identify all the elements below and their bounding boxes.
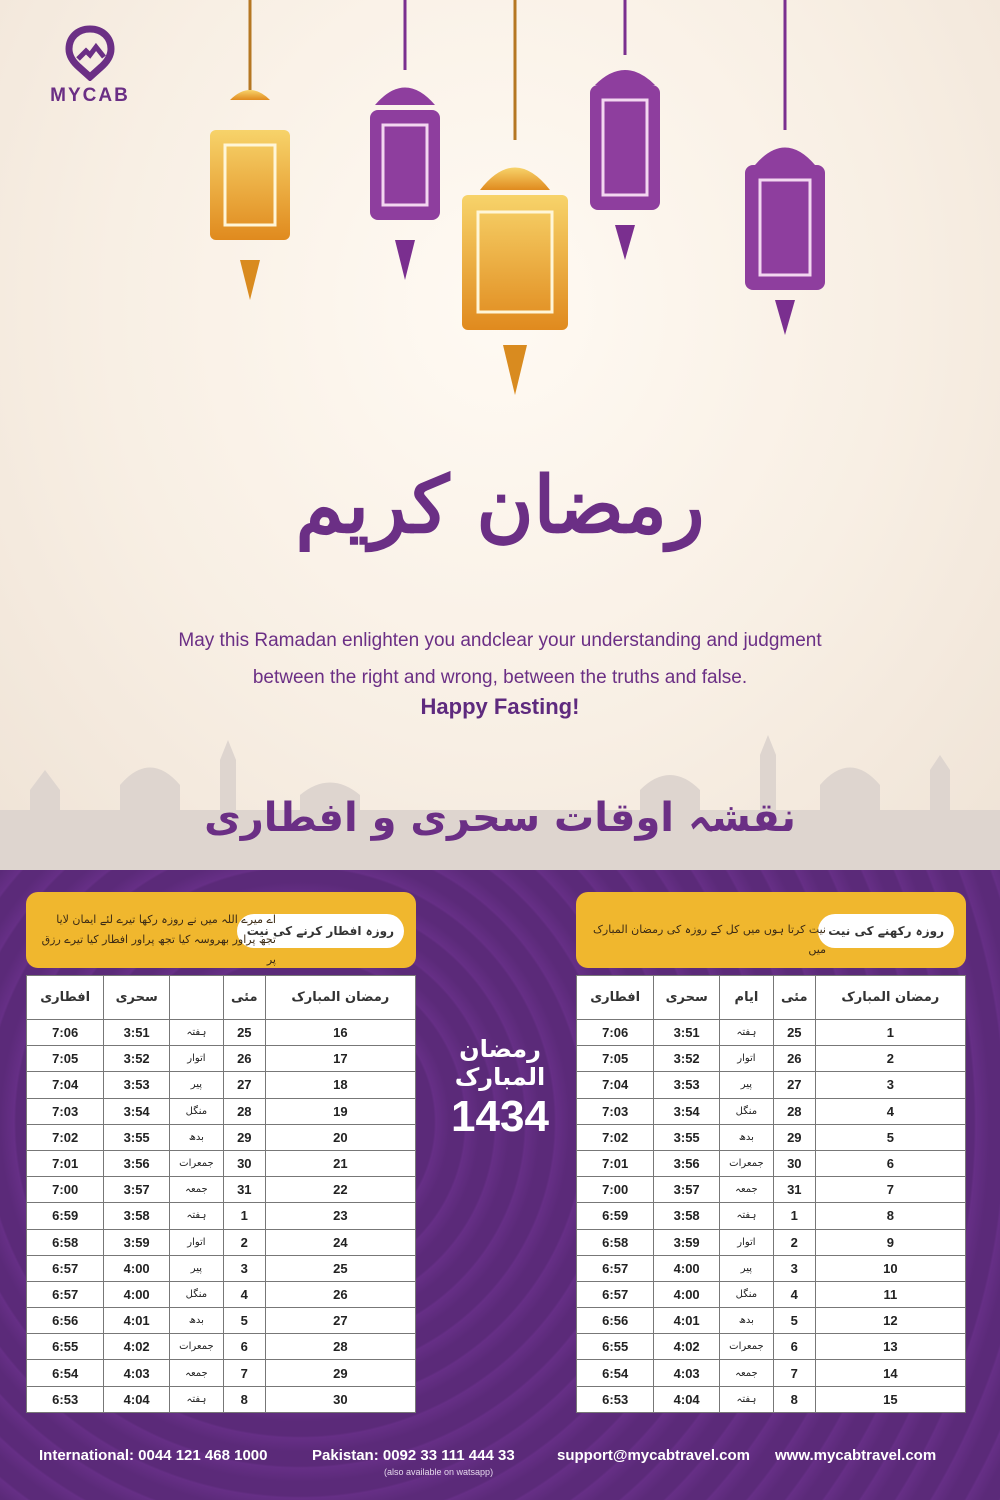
ramadan-day: 14 (815, 1360, 965, 1386)
ramadan-day: 5 (815, 1124, 965, 1150)
iftar-panel (26, 892, 416, 1413)
sehri-time: 3:53 (104, 1072, 170, 1098)
iftar-time: 6:57 (27, 1281, 104, 1307)
sehri-time: 4:00 (654, 1255, 720, 1281)
may-date: 7 (773, 1360, 815, 1386)
may-date: 30 (223, 1150, 265, 1176)
weekday: ہفتہ (169, 1020, 223, 1046)
ramadan-day-header: رمضان المبارک (815, 976, 965, 1020)
weekday: اتوار (169, 1046, 223, 1072)
table-row (27, 1020, 416, 1046)
ramadan-day: 25 (265, 1255, 415, 1281)
ramadan-day: 10 (815, 1255, 965, 1281)
weekday: جمعہ (169, 1360, 223, 1386)
table-row (577, 1098, 966, 1124)
may-date: 31 (773, 1177, 815, 1203)
ramadan-day: 18 (265, 1072, 415, 1098)
lantern-gold-2-icon (462, 0, 568, 395)
may-date: 4 (223, 1281, 265, 1307)
ramadan-day: 27 (265, 1308, 415, 1334)
table-row (27, 1334, 416, 1360)
ramadan-day: 13 (815, 1334, 965, 1360)
lantern-gold-1-icon (210, 0, 290, 300)
ramadan-day: 30 (265, 1386, 415, 1412)
sehri-time: 3:56 (654, 1150, 720, 1176)
ramadan-day: 3 (815, 1072, 965, 1098)
sehri-time: 3:51 (654, 1020, 720, 1046)
may-date: 1 (773, 1203, 815, 1229)
iftar-time: 6:58 (577, 1229, 654, 1255)
sehri-time: 3:53 (654, 1072, 720, 1098)
sehri-time: 3:56 (104, 1150, 170, 1176)
may-date: 3 (223, 1255, 265, 1281)
ramadan-day: 2 (815, 1046, 965, 1072)
table-row (27, 1360, 416, 1386)
ramadan-day: 7 (815, 1177, 965, 1203)
iftar-time: 7:05 (577, 1046, 654, 1072)
weekday: ہفتہ (719, 1020, 773, 1046)
iftar-time: 6:54 (577, 1360, 654, 1386)
sehri-time: 4:04 (654, 1386, 720, 1412)
ramadan-kareem-calligraphy: رمضان کریم (295, 460, 705, 551)
iftar-time: 7:05 (27, 1046, 104, 1072)
iftar-time: 6:57 (577, 1281, 654, 1307)
sehri-niyyat-pill: روزہ رکھنے کی نیت (818, 914, 954, 948)
table-row (27, 1150, 416, 1176)
ramadan-day: 19 (265, 1098, 415, 1124)
weekday: ہفتہ (719, 1203, 773, 1229)
may-date: 25 (223, 1020, 265, 1046)
sehri-time: 3:54 (654, 1098, 720, 1124)
weekday: جمعہ (719, 1360, 773, 1386)
iftar-time: 6:53 (27, 1386, 104, 1412)
weekday: منگل (169, 1098, 223, 1124)
table-row (27, 1046, 416, 1072)
lantern-purple-1-icon (370, 0, 440, 280)
message-line-1: May this Ramadan enlighten you andclear your understanding and judgment (178, 630, 822, 651)
table-row (27, 1281, 416, 1307)
weekday: بدھ (169, 1308, 223, 1334)
sehri-time: 3:59 (654, 1229, 720, 1255)
weekday: پیر (169, 1072, 223, 1098)
sehri-time: 3:57 (654, 1177, 720, 1203)
ramadan-day: 23 (265, 1203, 415, 1229)
weekday: پیر (169, 1255, 223, 1281)
happy-fasting-text: Happy Fasting! (420, 694, 580, 719)
may-date: 6 (773, 1334, 815, 1360)
ramadan-day: 11 (815, 1281, 965, 1307)
may-date: 5 (223, 1308, 265, 1334)
sehri-niyyat-text: نیت کرتا ہوں میں کل کے روزہ کی رمضان المبارک میں (593, 923, 826, 956)
ramadan-day: 8 (815, 1203, 965, 1229)
iftar-time: 7:00 (577, 1177, 654, 1203)
timetable-days-16-30 (26, 975, 416, 1413)
weekday: جمعرات (719, 1334, 773, 1360)
sehri-time: 4:04 (104, 1386, 170, 1412)
weekday: منگل (719, 1098, 773, 1124)
may-date: 26 (773, 1046, 815, 1072)
whatsapp-note: (also available on watsapp) (384, 1467, 494, 1477)
table-row (577, 1281, 966, 1307)
iftar-time: 7:02 (577, 1124, 654, 1150)
weekday: جمعہ (169, 1177, 223, 1203)
weekday: بدھ (169, 1124, 223, 1150)
table-row (577, 1150, 966, 1176)
iftar-time: 7:04 (27, 1072, 104, 1098)
may-date: 8 (223, 1386, 265, 1412)
may-date: 2 (223, 1229, 265, 1255)
table-row (577, 1334, 966, 1360)
iftar-time: 6:57 (27, 1255, 104, 1281)
table-row (577, 1124, 966, 1150)
international-phone[interactable]: International: 0044 121 468 1000 (39, 1447, 268, 1464)
center-hijri-year: 1434 (451, 1092, 549, 1141)
ramadan-day: 20 (265, 1124, 415, 1150)
timetable-section (0, 870, 1000, 1500)
support-email-link[interactable]: support@mycabtravel.com (557, 1447, 751, 1464)
logo-text: MYCAB (50, 85, 130, 106)
day-header: ایام (719, 976, 773, 1020)
message-line-2: between the right and wrong, between the truths and false. (252, 667, 748, 688)
table-row (577, 1046, 966, 1072)
ramadan-day: 12 (815, 1308, 965, 1334)
sehri-time: 4:01 (654, 1308, 720, 1334)
table-row (27, 1386, 416, 1412)
may-date: 29 (223, 1124, 265, 1150)
table-row (577, 1308, 966, 1334)
weekday: پیر (719, 1072, 773, 1098)
timetable-days-1-15 (576, 975, 966, 1413)
iftar-header: افطاری (577, 976, 654, 1020)
may-date: 28 (223, 1098, 265, 1124)
hanging-lanterns-illustration (0, 0, 1000, 420)
weekday: جمعرات (719, 1150, 773, 1176)
ramadan-day: 16 (265, 1020, 415, 1046)
iftar-niyyat-pill: روزہ افطار کرنے کی نیت (237, 914, 404, 948)
weekday: اتوار (719, 1229, 773, 1255)
table-row (27, 1098, 416, 1124)
weekday: بدھ (719, 1124, 773, 1150)
table-row (577, 1020, 966, 1046)
weekday: جمعرات (169, 1150, 223, 1176)
may-date: 30 (773, 1150, 815, 1176)
sehri-time: 3:54 (104, 1098, 170, 1124)
table-row (27, 1072, 416, 1098)
table-row (27, 1308, 416, 1334)
iftar-time: 6:58 (27, 1229, 104, 1255)
ramadan-day: 26 (265, 1281, 415, 1307)
weekday: پیر (719, 1255, 773, 1281)
iftar-time: 7:01 (577, 1150, 654, 1176)
sehri-time: 3:55 (654, 1124, 720, 1150)
iftar-time: 7:01 (27, 1150, 104, 1176)
sehri-time: 3:51 (104, 1020, 170, 1046)
sehri-time: 4:00 (104, 1255, 170, 1281)
iftar-time: 6:59 (27, 1203, 104, 1229)
may-date-header: مئی (223, 976, 265, 1020)
table-row (577, 1203, 966, 1229)
iftar-time: 6:55 (577, 1334, 654, 1360)
weekday: ہفتہ (169, 1203, 223, 1229)
table-row (27, 1124, 416, 1150)
weekday: اتوار (719, 1046, 773, 1072)
iftar-time: 6:56 (577, 1308, 654, 1334)
ramadan-day: 22 (265, 1177, 415, 1203)
may-date: 28 (773, 1098, 815, 1124)
sehri-time: 3:59 (104, 1229, 170, 1255)
lantern-purple-2-icon (590, 0, 660, 260)
ramadan-day: 21 (265, 1150, 415, 1176)
sehri-niyyat-banner (576, 892, 966, 968)
weekday: منگل (169, 1281, 223, 1307)
may-date-header: مئی (773, 976, 815, 1020)
may-date: 1 (223, 1203, 265, 1229)
sehri-time: 3:58 (104, 1203, 170, 1229)
sehri-time: 4:03 (654, 1360, 720, 1386)
ramadan-day: 15 (815, 1386, 965, 1412)
table-row (577, 1177, 966, 1203)
sehri-time: 3:52 (104, 1046, 170, 1072)
iftar-time: 6:57 (577, 1255, 654, 1281)
sehri-time: 4:00 (654, 1281, 720, 1307)
weekday: ہفتہ (169, 1386, 223, 1412)
greeting-message (100, 622, 900, 696)
contact-footer (0, 1447, 1000, 1487)
sehri-time: 3:52 (654, 1046, 720, 1072)
table-row (577, 1360, 966, 1386)
schedule-title: نقشہ اوقات سحری و افطاری (204, 795, 796, 841)
iftar-time: 7:03 (27, 1098, 104, 1124)
iftar-time: 6:56 (27, 1308, 104, 1334)
ramadan-day: 29 (265, 1360, 415, 1386)
weekday: جمعرات (169, 1334, 223, 1360)
ramadan-day: 4 (815, 1098, 965, 1124)
website-link[interactable]: www.mycabtravel.com (775, 1447, 937, 1464)
may-date: 5 (773, 1308, 815, 1334)
may-date: 3 (773, 1255, 815, 1281)
iftar-time: 7:06 (27, 1020, 104, 1046)
may-date: 27 (773, 1072, 815, 1098)
iftar-niyyat-banner (26, 892, 416, 968)
may-date: 26 (223, 1046, 265, 1072)
ramadan-day: 6 (815, 1150, 965, 1176)
center-ramadan-label: رمضان المبارک (454, 1035, 546, 1091)
may-date: 31 (223, 1177, 265, 1203)
sehri-time: 3:55 (104, 1124, 170, 1150)
pakistan-phone[interactable]: Pakistan: 0092 33 111 444 33 (312, 1447, 515, 1464)
table-row (577, 1229, 966, 1255)
may-date: 29 (773, 1124, 815, 1150)
iftar-time: 7:02 (27, 1124, 104, 1150)
ramadan-day: 17 (265, 1046, 415, 1072)
may-date: 8 (773, 1386, 815, 1412)
ramadan-day: 24 (265, 1229, 415, 1255)
table-row (577, 1386, 966, 1412)
may-date: 27 (223, 1072, 265, 1098)
iftar-time: 6:55 (27, 1334, 104, 1360)
iftar-time: 7:03 (577, 1098, 654, 1124)
sehri-header: سحری (104, 976, 170, 1020)
weekday: ہفتہ (719, 1386, 773, 1412)
iftar-time: 6:54 (27, 1360, 104, 1386)
table-row (577, 1072, 966, 1098)
weekday: جمعہ (719, 1177, 773, 1203)
may-date: 7 (223, 1360, 265, 1386)
sehri-time: 3:57 (104, 1177, 170, 1203)
sehri-time: 4:02 (104, 1334, 170, 1360)
sehri-header: سحری (654, 976, 720, 1020)
iftar-time: 7:00 (27, 1177, 104, 1203)
may-date: 6 (223, 1334, 265, 1360)
sehri-time: 4:01 (104, 1308, 170, 1334)
ramadan-day: 1 (815, 1020, 965, 1046)
may-date: 2 (773, 1229, 815, 1255)
table-row (27, 1203, 416, 1229)
iftar-time: 7:06 (577, 1020, 654, 1046)
sehri-time: 4:03 (104, 1360, 170, 1386)
may-date: 4 (773, 1281, 815, 1307)
table-row (27, 1255, 416, 1281)
iftar-time: 7:04 (577, 1072, 654, 1098)
lantern-purple-3-icon (745, 0, 825, 335)
iftar-niyyat-text: اے میرے اللہ میں نے روزہ رکھا تیرے لئے ایمان لایا تجھ پراور بھروسہ کیا تجھ پراور افطار کیا تیرے رزق پر (41, 913, 276, 966)
table-row (577, 1255, 966, 1281)
sehri-time: 4:02 (654, 1334, 720, 1360)
weekday: اتوار (169, 1229, 223, 1255)
ramadan-day: 9 (815, 1229, 965, 1255)
sehri-time: 3:58 (654, 1203, 720, 1229)
iftar-time: 6:53 (577, 1386, 654, 1412)
may-date: 25 (773, 1020, 815, 1046)
weekday: منگل (719, 1281, 773, 1307)
table-row (27, 1229, 416, 1255)
weekday: بدھ (719, 1308, 773, 1334)
ramadan-day-header: رمضان المبارک (265, 976, 415, 1020)
ramadan-day: 28 (265, 1334, 415, 1360)
sehri-panel (576, 892, 966, 1413)
day-header (169, 976, 223, 1020)
iftar-header: افطاری (27, 976, 104, 1020)
iftar-time: 6:59 (577, 1203, 654, 1229)
sehri-time: 4:00 (104, 1281, 170, 1307)
table-row (27, 1177, 416, 1203)
